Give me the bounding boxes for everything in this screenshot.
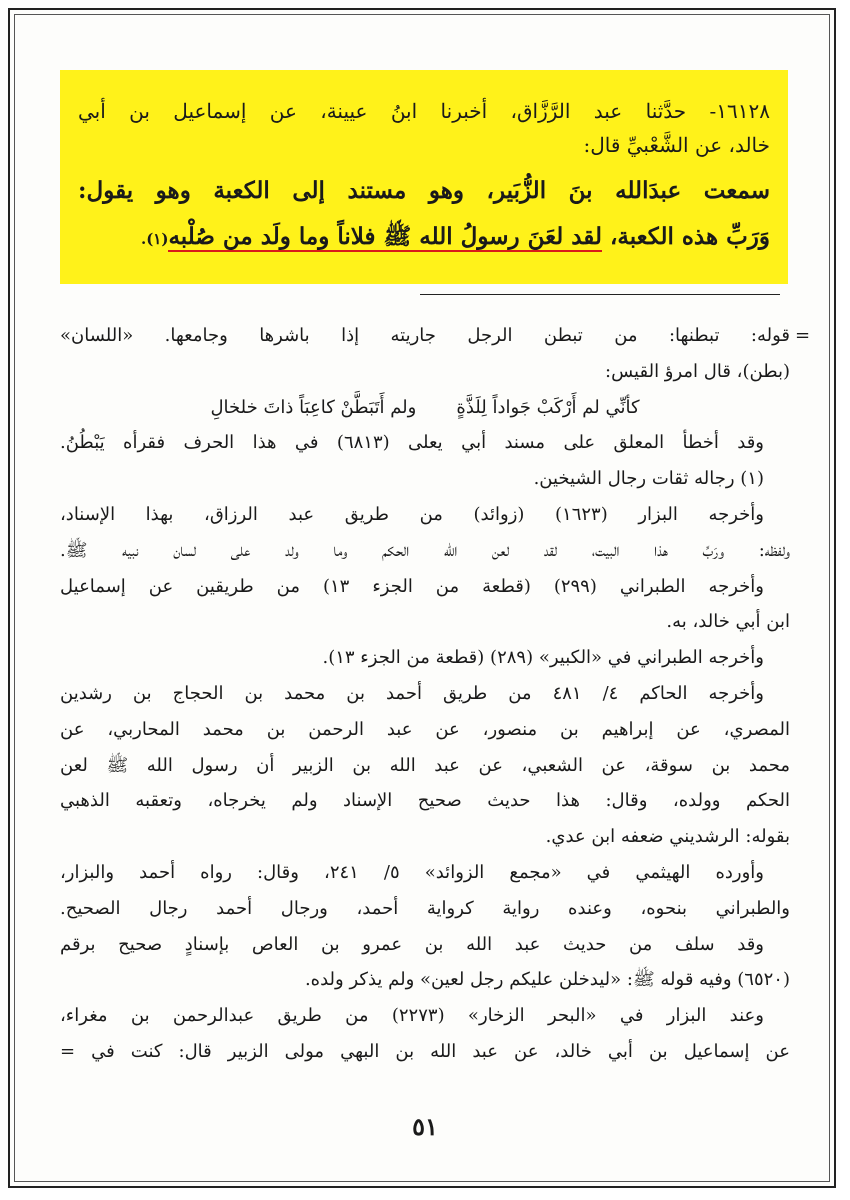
footnote-line: وأخرجه الطبراني في «الكبير» (٢٨٩) (قطعة من الجزء ١٣). — [322, 647, 764, 669]
continuation-mark: = — [795, 325, 811, 346]
footnote-line: وعند البزار في «البحر الزخار» (٢٢٧٣) من طريق عبدالرحمن بن مغراء، — [60, 1005, 764, 1027]
footnote-line: عن إسماعيل بن أبي خالد، عن عبد الله بن البهي مولى الزبير قال: كنت في = — [60, 1040, 790, 1062]
highlighted-hadith — [60, 70, 788, 284]
hadith-chain-line-2: خالد، عن الشَّعْبيِّ قال: — [583, 133, 770, 157]
footnote-line: (بطن)، قال امرؤ القيس: — [605, 360, 790, 382]
footnote-line: بقوله: الرشديني ضعفه ابن عدي. — [545, 826, 790, 848]
footnote-separator — [420, 294, 780, 295]
footnote-line: المصري، عن إبراهيم بن منصور، عن عبد الرحمن بن محمد المحاربي، عن — [60, 718, 790, 740]
footnote-line: (١) رجاله ثقات رجال الشيخين. — [533, 468, 764, 490]
footnote-line: (٦٥٢٠) وفيه قوله ﷺ: «ليدخلن عليكم رجل لعين» ولم يذكر ولده. — [304, 969, 790, 991]
hadith-chain-line-1: ١٦١٢٨- حدَّثنا عبد الرَّزَّاق، أخبرنا ابنُ عيينة، عن إسماعيل بن أبي — [78, 99, 770, 123]
hadith-text-line-1: سمعت عبدَالله بنَ الزُّبَير، وهو مستند إلى الكعبة وهو يقول: — [78, 177, 770, 204]
footnote-line: وأورده الهيثمي في «مجمع الزوائد» ٥/ ٢٤١، وقال: رواه أحمد والبزار، — [60, 861, 764, 883]
footnote-line: وأخرجه الحاكم ٤/ ٤٨١ من طريق أحمد بن محمد بن الحجاج بن رشدين — [60, 682, 764, 704]
hadith-text-line-2 — [78, 214, 770, 262]
footnote-line: وأخرجه الطبراني (٢٩٩) (قطعة من الجزء ١٣) من طريقين عن إسماعيل — [60, 575, 764, 597]
footnote-line: ابن أبي خالد، به. — [666, 611, 790, 633]
page-number: ٥١ — [412, 1112, 438, 1141]
footnote-line: وقد سلف من حديث عبد الله بن عمرو بن العاص بإسنادٍ صحيح برقم — [60, 933, 764, 955]
footnote-marker: (١). — [140, 230, 169, 248]
footnote-line: وقد أخطأ المعلق على مسند أبي يعلى (٦٨١٣) في هذا الحرف فقرأه يَبْطُنُ. — [60, 432, 764, 454]
footnotes-body — [60, 318, 790, 1070]
hadith-text-plain: وَرَبِّ هذه الكعبة، — [601, 223, 770, 250]
footnote-line: الحكم وولده، وقال: هذا حديث صحيح الإسناد ولم يخرجاه، وتعقبه الذهبي — [60, 790, 790, 812]
poetry-verse: كأنِّي لم أَرْكَبْ جَواداً لِلَذَّةٍ ولم أَتَبَطَّنْ كاعِبَاً ذاتَ خلخالِ — [210, 396, 640, 418]
footnote-line: والطبراني بنحوه، وعنده رواية كرواية أحمد، ورجال أحمد رجال الصحيح. — [60, 897, 790, 919]
footnote-line: قوله: تبطنها: من تبطن الرجل جاريته إذا باشرها وجامعها. «اللسان» — [60, 325, 790, 346]
footnote-line: وأخرجه البزار (١٦٢٣) (زوائد) من طريق عبد الرزاق، بهذا الإسناد، — [60, 503, 764, 525]
hadith-underlined-phrase: لقد لعَنَ رسولُ الله ﷺ فلاناً وما ولَد من صُلْبه — [168, 223, 602, 250]
footnote-line: ولفظه: ورَبِّ هذا البيت، لقد لعن الله الحكم وما ولد على لسان نبيه ﷺ. — [60, 539, 790, 561]
footnote-line: محمد بن سوقة، عن الشعبي، عن عبد الله بن الزبير أن رسول الله ﷺ لعن — [60, 754, 790, 776]
